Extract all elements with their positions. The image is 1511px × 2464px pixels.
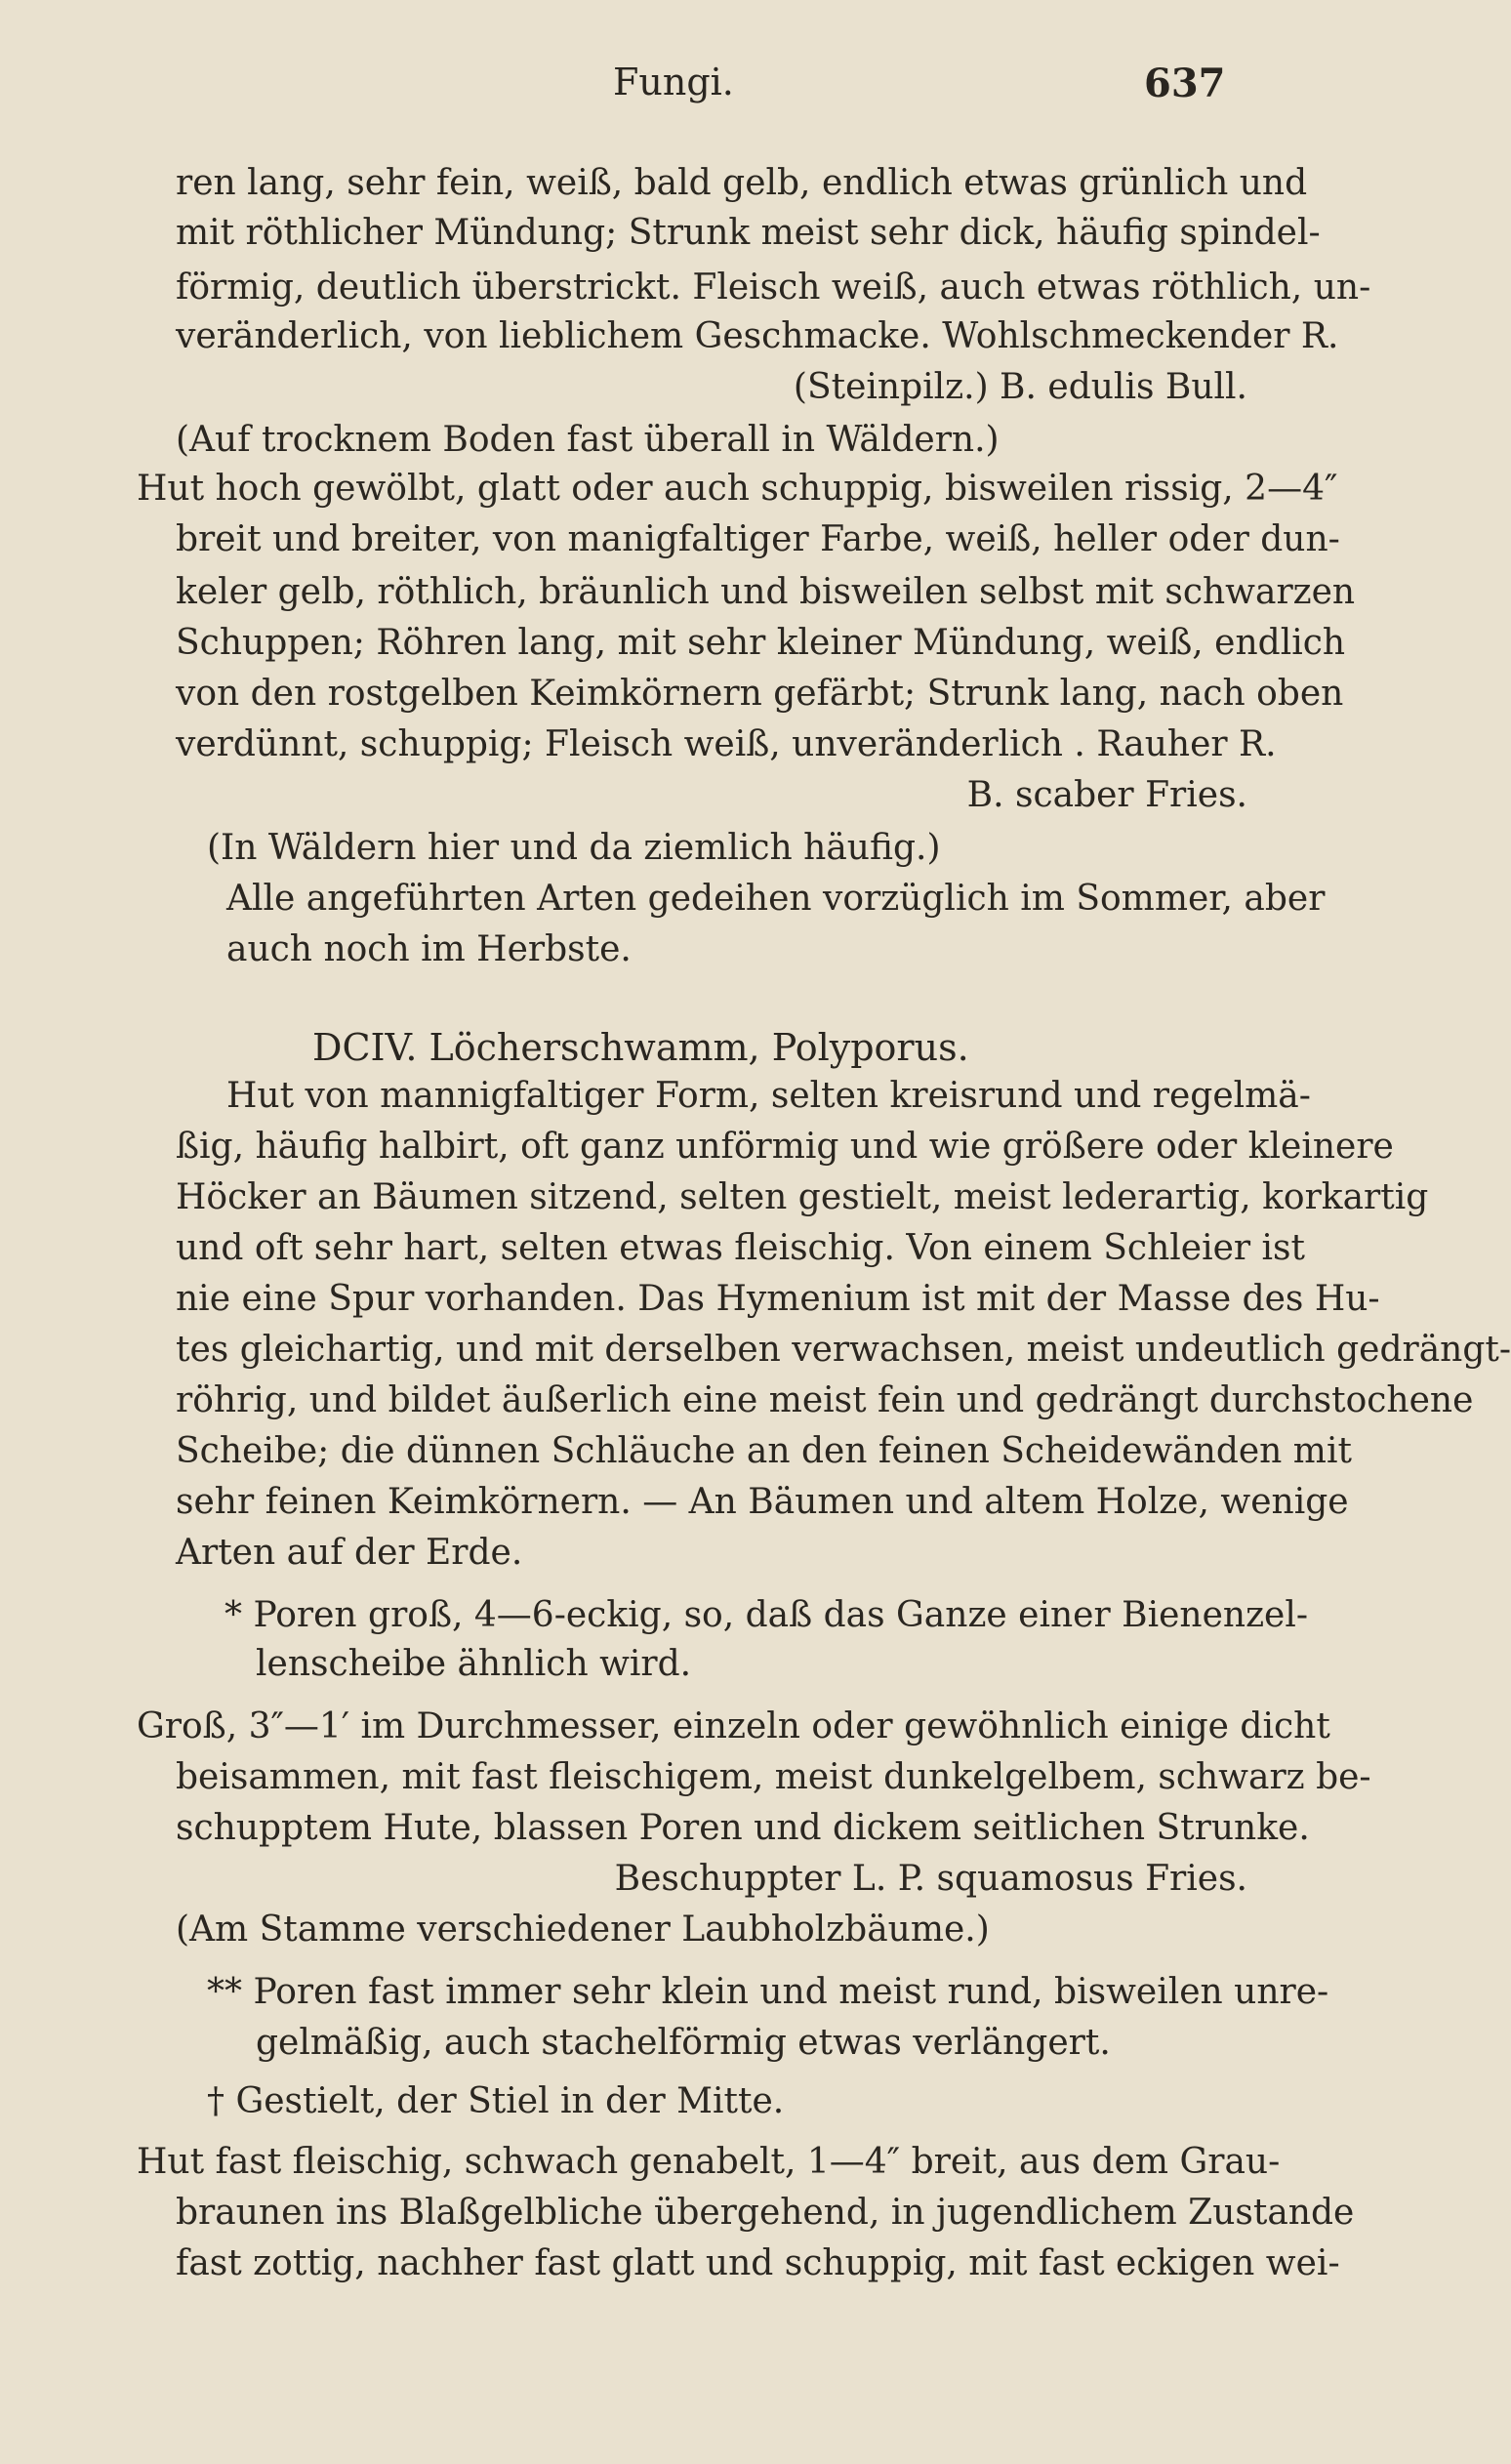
text-line: (In Wäldern hier und da ziemlich häufig.) (207, 828, 941, 868)
text-line: Hut von mannigfaltiger Form, selten kreisrund und regelmä- (226, 1076, 1311, 1116)
text-line: breit und breiter, von manigfaltiger Farbe, weiß, heller oder dun- (176, 519, 1340, 559)
text-line: ** Poren fast immer sehr klein und meist rund, bisweilen unre- (207, 1972, 1329, 2012)
text-line: Schuppen; Röhren lang, mit sehr kleiner Mündung, weiß, endlich (176, 623, 1346, 663)
text-line: Hut hoch gewölbt, glatt oder auch schuppig, bisweilen rissig, 2—4″ (137, 469, 1338, 509)
text-line: braunen ins Blaßgelbliche übergehend, in jugendlichem Zustande (176, 2193, 1355, 2233)
text-line: tes gleichartig, und mit derselben verwachsen, meist undeutlich gedrängt- (176, 1330, 1511, 1370)
page-header (0, 61, 1347, 119)
text-line: Arten auf der Erde. (176, 1533, 523, 1573)
text-line: fast zottig, nachher fast glatt und schuppig, mit fast eckigen wei- (176, 2243, 1340, 2283)
text-line: beisammen, mit fast fleischigem, meist dunkelgelbem, schwarz be- (176, 1757, 1371, 1797)
text-line: B. scaber Fries. (966, 775, 1247, 815)
text-line: und oft sehr hart, selten etwas fleischig. Von einem Schleier ist (176, 1228, 1305, 1268)
text-line: (Auf trocknem Boden fast überall in Wäldern.) (176, 420, 1000, 460)
text-line: (Am Stamme verschiedener Laubholzbäume.) (176, 1910, 990, 1950)
text-line: gelmäßig, auch stachelförmig etwas verlängert. (256, 2023, 1111, 2063)
text-line: auch noch im Herbste. (226, 929, 632, 969)
text-line: Höcker an Bäumen sitzend, selten gestielt, meist lederartig, korkartig (176, 1177, 1429, 1217)
text-line: ßig, häufig halbirt, oft ganz unförmig und wie größere oder kleinere (176, 1127, 1394, 1167)
running-head: Fungi. (613, 61, 734, 103)
text-line: schupptem Hute, blassen Poren und dickem seitlichen Strunke. (176, 1808, 1310, 1848)
text-line: lenscheibe ähnlich wird. (256, 1644, 692, 1684)
text-line: förmig, deutlich überstrickt. Fleisch weiß, auch etwas röthlich, un- (176, 267, 1371, 308)
text-line: ren lang, sehr fein, weiß, bald gelb, endlich etwas grünlich und (176, 163, 1308, 203)
text-line: † Gestielt, der Stiel in der Mitte. (207, 2081, 785, 2121)
text-line: röhrig, und bildet äußerlich eine meist fein und gedrängt durchstochene (176, 1380, 1474, 1420)
text-line: verdünnt, schuppig; Fleisch weiß, unveränderlich . Rauher R. (176, 724, 1277, 764)
text-line: Groß, 3″—1′ im Durchmesser, einzeln oder gewöhnlich einige dicht (137, 1706, 1330, 1746)
text-line: mit röthlicher Mündung; Strunk meist sehr dick, häufig spindel- (176, 213, 1321, 253)
text-line: Scheibe; die dünnen Schläuche an den feinen Scheidewänden mit (176, 1431, 1352, 1471)
text-line: von den rostgelben Keimkörnern gefärbt; Strunk lang, nach oben (176, 674, 1344, 714)
text-line: * Poren groß, 4—6-eckig, so, daß das Ganze einer Bienenzel- (225, 1595, 1309, 1635)
text-line: Hut fast fleischig, schwach genabelt, 1—4″ breit, aus dem Grau- (137, 2142, 1281, 2182)
page-number: 637 (1144, 61, 1226, 106)
text-line: Alle angeführten Arten gedeihen vorzüglich im Sommer, aber (226, 879, 1326, 919)
text-line: veränderlich, von lieblichem Geschmacke. Wohlschmeckender R. (176, 316, 1339, 356)
text-line: (Steinpilz.) B. edulis Bull. (793, 367, 1247, 407)
text-line: Beschuppter L. P. squamosus Fries. (614, 1859, 1247, 1899)
section-heading: DCIV. Löcherschwamm, Polyporus. (312, 1026, 969, 1069)
text-line: sehr feinen Keimkörnern. — An Bäumen und altem Holze, wenige (176, 1482, 1349, 1522)
text-line: nie eine Spur vorhanden. Das Hymenium ist mit der Masse des Hu- (176, 1279, 1380, 1319)
text-line: keler gelb, röthlich, bräunlich und bisweilen selbst mit schwarzen (176, 572, 1356, 612)
